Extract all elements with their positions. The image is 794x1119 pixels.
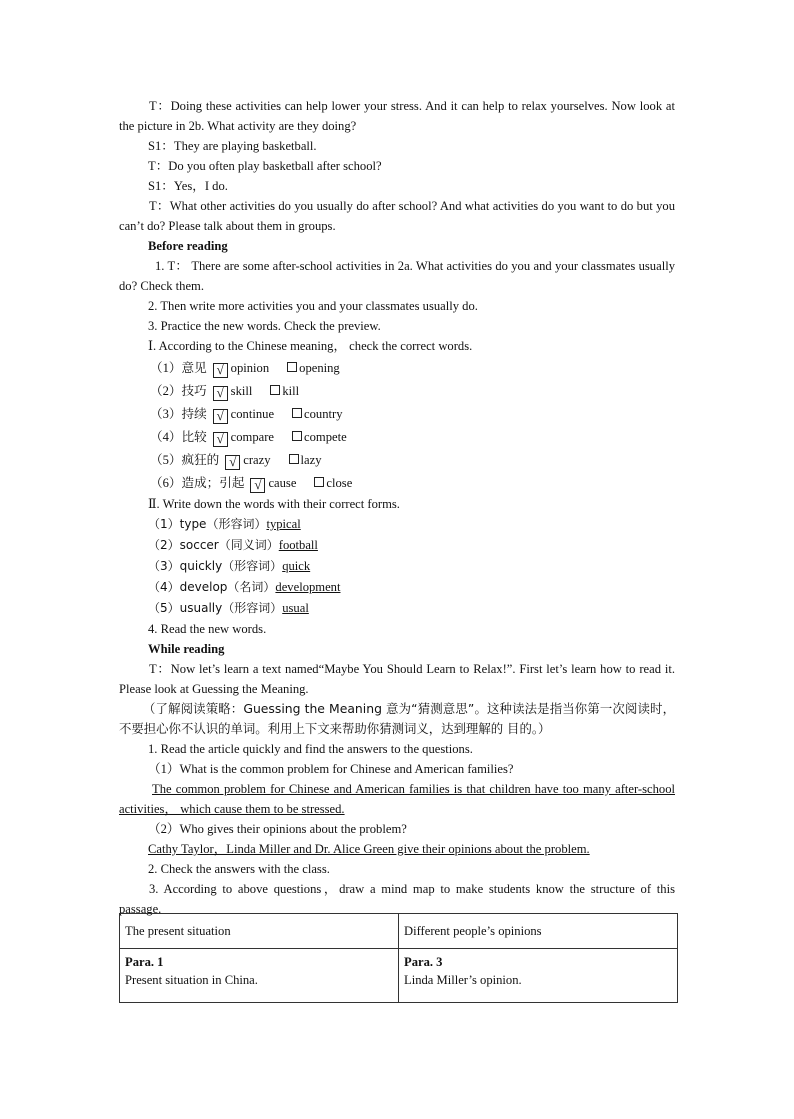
checked-checkbox[interactable]: √ — [225, 455, 240, 470]
question-2: （2）Who gives their opinions about the problem? — [148, 822, 407, 836]
mind-map-table — [119, 913, 678, 1003]
checked-word: crazy — [243, 453, 271, 467]
list-item — [119, 535, 675, 556]
item-number: （6） — [150, 476, 182, 490]
table-row — [120, 949, 678, 1003]
word-answer: typical — [266, 517, 301, 531]
other-word: lazy — [300, 453, 322, 467]
list-item — [119, 448, 675, 471]
item-number: （2） — [150, 384, 182, 398]
word-answer: development — [275, 580, 341, 594]
para-1-text: Present situation in China. — [125, 973, 258, 987]
item-number: （3） — [150, 407, 182, 421]
while-step-2: 2. Check the answers with the class. — [148, 862, 330, 876]
word-prompt: （4）develop（名词） — [148, 580, 276, 594]
intro-line-2: S1：They are playing basketball. — [148, 139, 317, 153]
para-3-text: Linda Miller’s opinion. — [404, 973, 522, 987]
list-item — [119, 471, 675, 494]
intro-line-4: S1：Yes，I do. — [148, 179, 228, 193]
table-header-right: Different people’s opinions — [399, 914, 678, 949]
intro-paragraph-5: T：What other activities do you usually do after school? And what activities do you want to do but you can’t do? Please talk about them in groups. — [119, 199, 675, 233]
checked-checkbox[interactable]: √ — [213, 386, 228, 401]
while-step-1: 1. Read the article quickly and find the answers to the questions. — [148, 742, 473, 756]
before-step-1: 1. T： There are some after-school activities in 2a. What activities do you and your classmates usually do? Check them. — [119, 259, 675, 293]
before-step-3: 3. Practice the new words. Check the preview. — [148, 319, 381, 333]
word-prompt: （3）quickly（形容词） — [148, 559, 283, 573]
before-step-4: 4. Read the new words. — [148, 622, 267, 636]
para-3-title: Para. 3 — [404, 955, 443, 969]
list-item — [119, 556, 675, 577]
answer-1: The common problem for Chinese and American families is that children have too many after-school activities， which cause them to be stressed. — [119, 782, 675, 816]
intro-paragraph-1: T：Doing these activities can help lower your stress. And it can help to relax yourselves. Now look at the picture in 2b. What activity are they doing? — [119, 99, 675, 133]
unchecked-checkbox[interactable] — [287, 362, 297, 372]
checked-word: skill — [230, 384, 253, 398]
answer-2: Cathy Taylor，Linda Miller and Dr. Alice Green give their opinions about the problem. — [148, 842, 590, 856]
list-item — [119, 379, 675, 402]
question-1: （1）What is the common problem for Chinese and American families? — [148, 762, 514, 776]
list-item — [119, 577, 675, 598]
word-answer: football — [278, 538, 318, 552]
other-word: country — [304, 407, 343, 421]
while-step-3: 3. According to above questions，draw a mind map to make students know the structure of this passage. — [119, 882, 675, 916]
chinese-meaning: 疯狂的 — [181, 452, 220, 467]
item-number: （4） — [150, 430, 182, 444]
word-prompt: （2）soccer（同义词） — [148, 538, 279, 552]
intro-line-3: T：Do you often play basketball after school? — [148, 159, 382, 173]
table-header-row — [120, 914, 678, 949]
list-item — [119, 598, 675, 619]
while-t-text: T：Now let’s learn a text named“Maybe You Should Learn to Relax!”. First let’s learn how to read it. Please look at Guessing the Meaning. — [119, 662, 675, 696]
other-word: close — [326, 476, 353, 490]
checked-word: continue — [230, 407, 275, 421]
chinese-meaning: 持续 — [181, 406, 207, 421]
unchecked-checkbox[interactable] — [289, 454, 299, 464]
word-answer: usual — [282, 601, 309, 615]
chinese-meaning: 造成；引起 — [181, 475, 245, 490]
chinese-meaning: 比较 — [181, 429, 207, 444]
table-cell-right — [399, 949, 678, 1003]
word-prompt: （1）type（形容词） — [148, 517, 267, 531]
list-item — [119, 356, 675, 379]
checked-word: compare — [230, 430, 275, 444]
document-body — [119, 96, 675, 919]
while-reading-heading: While reading — [148, 642, 225, 656]
word-answer: quick — [282, 559, 311, 573]
part1-title: Ⅰ. According to the Chinese meaning， check the correct words. — [148, 339, 473, 353]
unchecked-checkbox[interactable] — [292, 408, 302, 418]
word-check-list — [119, 356, 675, 494]
word-prompt: （5）usually（形容词） — [148, 601, 283, 615]
other-word: kill — [282, 384, 300, 398]
unchecked-checkbox[interactable] — [270, 385, 280, 395]
list-item — [119, 402, 675, 425]
checked-checkbox[interactable]: √ — [213, 432, 228, 447]
chinese-meaning: 技巧 — [181, 383, 207, 398]
checked-checkbox[interactable]: √ — [213, 363, 228, 378]
list-item — [119, 514, 675, 535]
checked-checkbox[interactable]: √ — [213, 409, 228, 424]
checked-word: opinion — [230, 361, 270, 375]
list-item — [119, 425, 675, 448]
table-cell-left — [120, 949, 399, 1003]
chinese-meaning: 意见 — [181, 360, 207, 375]
checked-word: cause — [268, 476, 297, 490]
part2-title: Ⅱ. Write down the words with their correct forms. — [148, 497, 400, 511]
other-word: opening — [299, 361, 340, 375]
checked-checkbox[interactable]: √ — [250, 478, 265, 493]
para-1-title: Para. 1 — [125, 955, 164, 969]
reading-strategy-note: （了解阅读策略：Guessing the Meaning 意为“猜测意思”。这种读法是指当你第一次阅读时，不要担心你不认识的单词。利用上下文来帮助你猜测词义，达到理解的 目的。） — [119, 701, 675, 736]
before-step-2: 2. Then write more activities you and your classmates usually do. — [148, 299, 478, 313]
before-reading-heading: Before reading — [148, 239, 228, 253]
item-number: （5） — [150, 453, 182, 467]
unchecked-checkbox[interactable] — [314, 477, 324, 487]
unchecked-checkbox[interactable] — [292, 431, 302, 441]
item-number: （1） — [150, 361, 182, 375]
table-header-left: The present situation — [120, 914, 399, 949]
word-forms-list — [119, 514, 675, 619]
other-word: compete — [304, 430, 347, 444]
